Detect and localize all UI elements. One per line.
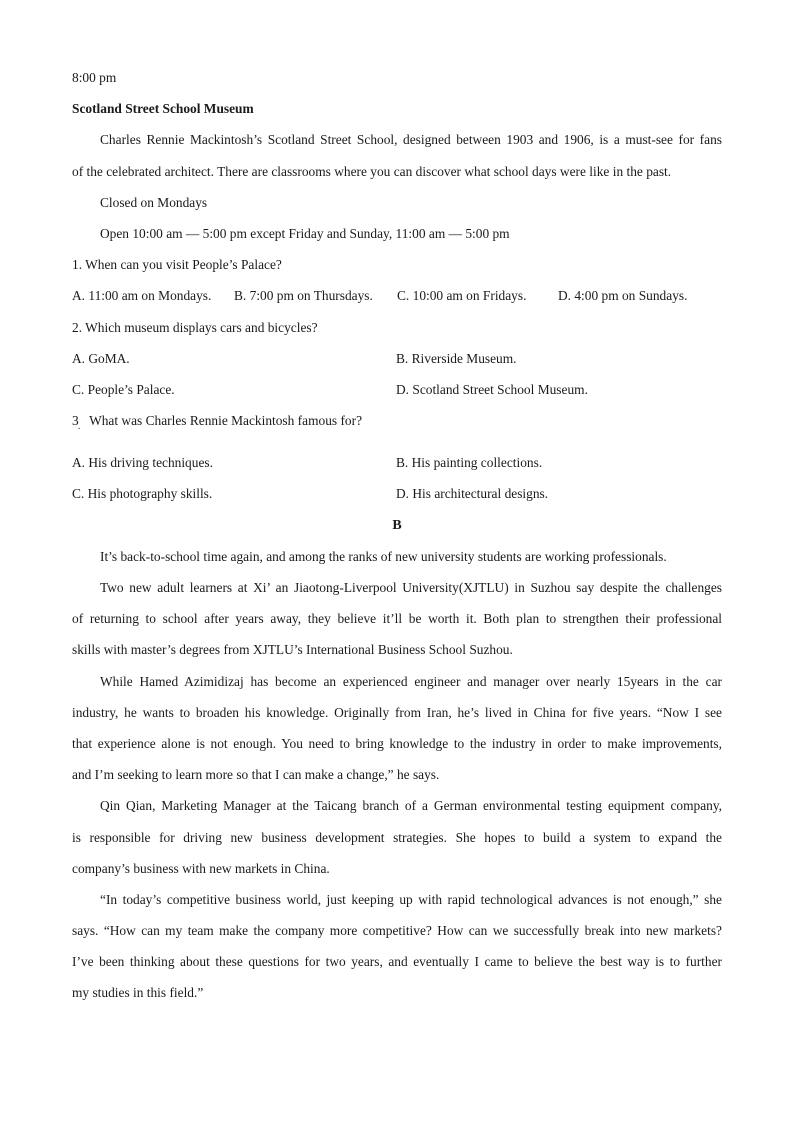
passage-line: of returning to school after years away, they believe it’ll be worth it. Both plan to strengthen their professional: [72, 611, 722, 627]
option-c: C. 10:00 am on Fridays.: [397, 288, 527, 304]
option-d: D. Scotland Street School Museum.: [396, 381, 588, 397]
passage-line: “In today’s competitive business world, just keeping up with rapid technological advances is not enough,” she: [100, 891, 722, 907]
question-1-options: [72, 280, 722, 311]
museum-desc-line: of the celebrated architect. There are classrooms where you can discover what school days were like in the past.: [72, 163, 672, 179]
passage-line: my studies in this field.”: [72, 985, 204, 1001]
passage-line: skills with master’s degrees from XJTLU’s International Business School Suzhou.: [72, 642, 513, 658]
passage-line: industry, he wants to broaden his knowledge. Originally from Iran, he’s lived in China for five years. “Now I see: [72, 704, 722, 720]
option-d: D. His architectural designs.: [396, 486, 549, 502]
museum-closed: Closed on Mondays: [100, 194, 208, 210]
question-3-options-row2: [72, 478, 722, 509]
passage-line: It’s back-to-school time again, and among the ranks of new university students are working professionals.: [100, 548, 667, 564]
section-b-title: B: [392, 517, 402, 533]
museum-open: Open 10:00 am — 5:00 pm except Friday and Sunday, 11:00 am — 5:00 pm: [100, 225, 510, 241]
question-3-dot: .: [78, 421, 81, 432]
option-b: B. 7:00 pm on Thursdays.: [234, 288, 373, 304]
passage-line: that experience alone is not enough. You need to bring knowledge to the industry in order to make improvements,: [72, 735, 722, 751]
museum-desc-line: Charles Rennie Mackintosh’s Scotland Street School, designed between 1903 and 1906, is a must-see for fans: [100, 132, 722, 148]
question-1: 1. When can you visit People’s Palace?: [72, 257, 282, 273]
passage-line: company’s business with new markets in China.: [72, 860, 330, 876]
option-d: D. 4:00 pm on Sundays.: [558, 288, 688, 304]
option-a: A. GoMA.: [72, 350, 130, 366]
option-b: B. His painting collections.: [396, 455, 543, 471]
passage-line: Qin Qian, Marketing Manager at the Taicang branch of a German environmental testing equipment company,: [100, 798, 722, 814]
option-a: A. His driving techniques.: [72, 455, 213, 471]
option-a: A. 11:00 am on Mondays.: [72, 288, 212, 304]
passage-line: says. “How can my team make the company more competitive? How can we successfully break into new markets?: [72, 923, 722, 939]
question-2-options-row1: [72, 343, 722, 374]
question-3-text: What was Charles Rennie Mackintosh famous for?: [89, 413, 363, 429]
option-b: B. Riverside Museum.: [396, 350, 517, 366]
option-c: C. His photography skills.: [72, 486, 213, 502]
question-3-options-row1: [72, 447, 722, 478]
passage-line: and I’m seeking to learn more so that I can make a change,” he says.: [72, 767, 440, 783]
question-3-number: 3: [72, 413, 79, 429]
option-c: C. People’s Palace.: [72, 381, 175, 397]
passage-line: While Hamed Azimidizaj has become an experienced engineer and manager over nearly 15years in the car: [100, 673, 722, 689]
question-3: [72, 405, 722, 436]
document-page: [72, 62, 722, 1009]
passage-line: I’ve been thinking about these questions for two years, and eventually I came to believe the best way is to further: [72, 954, 722, 970]
time-text: 8:00 pm: [72, 70, 117, 85]
question-2-options-row2: [72, 374, 722, 405]
passage-line: Two new adult learners at Xi’ an Jiaotong-Liverpool University(XJTLU) in Suzhou say despite the challenges: [100, 580, 722, 595]
question-2: 2. Which museum displays cars and bicycles?: [72, 319, 318, 335]
passage-line: is responsible for driving new business development strategies. She hopes to build a system to expand the: [72, 829, 722, 845]
museum-title: Scotland Street School Museum: [72, 101, 254, 117]
